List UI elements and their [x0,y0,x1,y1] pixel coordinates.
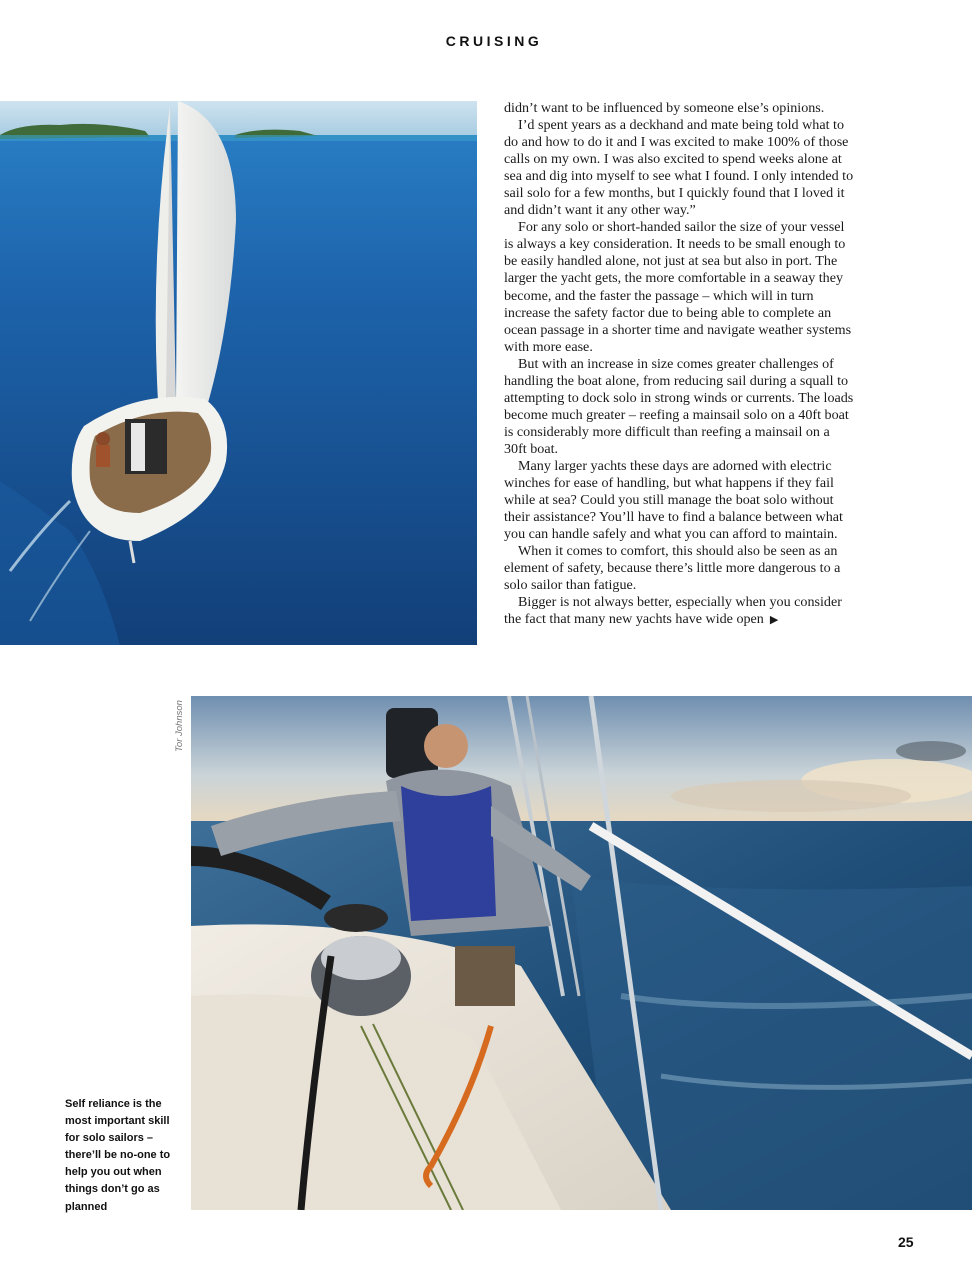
page-number: 25 [898,1234,914,1250]
article-body [504,100,854,628]
section-label: CRUISING [445,33,543,49]
photo-caption: Self reliance is the most important skill for solo sailors – there’ll be no-one to help you out when things don’t go as planned [65,1098,171,1213]
article-paragraph: But with an increase in size comes greater challenges of handling the boat alone, from reducing sail during a squall to attempting to dock solo in strong winds or currents. The loads become much greater – reefing a mainsail solo on a 40ft boat is considerably more difficult than reefing a mainsail on a 30ft boat. [504,355,854,457]
article-paragraph-text: Bigger is not always better, especially when you consider the fact that many new yachts have wide open [504,594,842,628]
article-paragraph: didn’t want to be influenced by someone else’s opinions. [504,100,825,116]
article-paragraph-last [504,594,854,628]
photo-credit: Tor Johnson [174,700,185,752]
sailor-helm-photo [191,696,972,1210]
sailboat-aerial-photo [0,101,477,645]
article-paragraph: I’d spent years as a deckhand and mate being told what to do and how to do it and I was excited to make 100% of those calls on my own. I was also excited to spend weeks alone at sea and dig into myself to see what I found. I only intended to sail solo for a few months, but I quickly found that I loved it and didn’t want it any other way.” [504,117,854,219]
article-paragraph: When it comes to comfort, this should also be seen as an element of safety, because there’s little more dangerous to a solo sailor than fatigue. [504,543,841,594]
continue-arrow-icon: ▶ [769,613,779,627]
article-paragraph: For any solo or short-handed sailor the size of your vessel is always a key consideration. It needs to be small enough to be easily handled alone, not just at sea but also in port. The larger the yacht gets, the more comfortable in a seaway they become, and the faster the passage – which will in turn increase the safety factor due to being able to complete an ocean passage in a shorter time and navigate weather systems with more ease. [504,219,852,355]
article-paragraph: Many larger yachts these days are adorned with electric winches for ease of handling, but what happens if they fail while at sea? Could you still manage the boat solo without their assistance? You’ll have to find a balance between what you can handle safely and what you can afford to maintain. [504,457,843,543]
